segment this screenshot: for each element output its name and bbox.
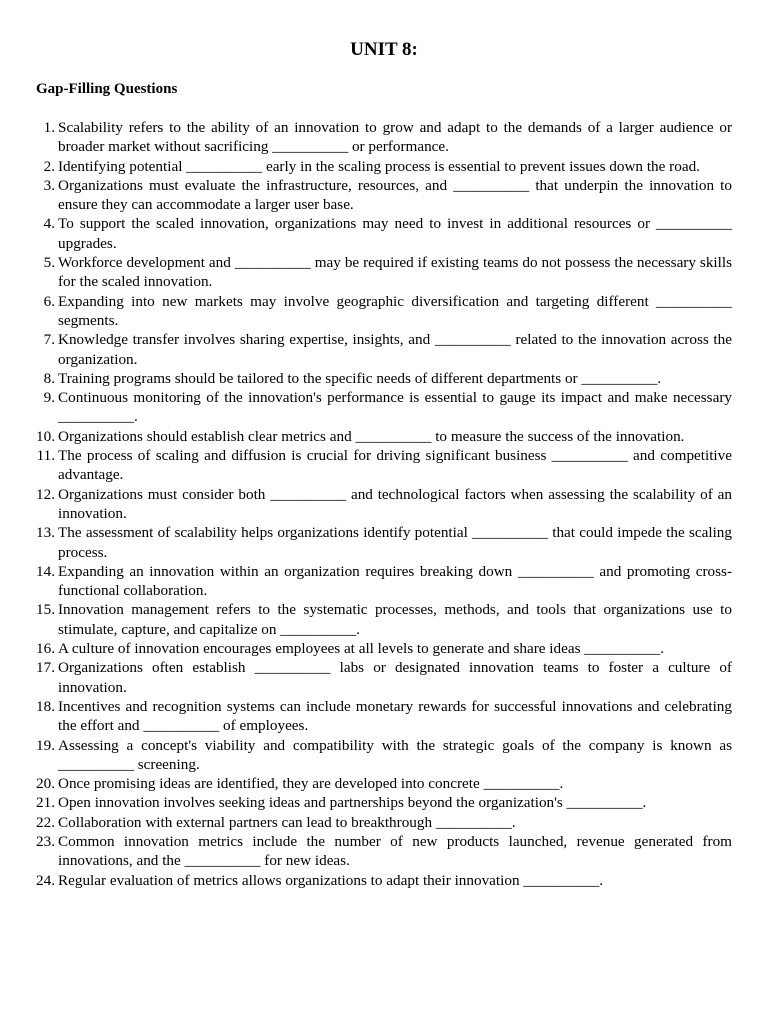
question-number: 22. xyxy=(36,813,55,831)
question-text: Knowledge transfer involves sharing expertise, insights, and __________ related to the innovation across the organization. xyxy=(58,331,732,368)
question-text: Scalability refers to the ability of an innovation to grow and adapt to the demands of a larger audience or broader market without sacrificing __________ or performance. xyxy=(58,119,732,156)
question-number: 24. xyxy=(36,871,55,889)
question-number: 1. xyxy=(43,119,55,136)
question-number: 3. xyxy=(43,176,55,194)
question-item xyxy=(36,523,732,562)
question-text: Common innovation metrics include the number of new products launched, revenue generated from innovations, and the __________ for new ideas. xyxy=(58,832,732,870)
question-number: 20. xyxy=(36,775,55,793)
question-item xyxy=(36,485,732,524)
question-text: Innovation management refers to the systematic processes, methods, and tools that organizations use to stimulate, capture, and capitalize on __________. xyxy=(58,601,732,638)
question-item xyxy=(36,292,732,331)
question-number: 4. xyxy=(43,215,55,233)
document-page xyxy=(36,38,732,890)
question-text: Regular evaluation of metrics allows organizations to adapt their innovation __________. xyxy=(58,871,604,889)
question-number: 13. xyxy=(36,524,55,542)
question-text: To support the scaled innovation, organizations may need to invest in additional resources or __________ upgrades. xyxy=(58,215,732,252)
question-item xyxy=(36,639,732,658)
question-text: Organizations must evaluate the infrastructure, resources, and __________ that underpin the innovation to ensure they can accommodate a larger user base. xyxy=(58,176,732,214)
question-item xyxy=(36,562,732,601)
question-number: 10. xyxy=(36,427,55,445)
question-text: A culture of innovation encourages employees at all levels to generate and share ideas __________. xyxy=(58,640,665,658)
question-item xyxy=(36,736,732,775)
question-item xyxy=(36,253,732,292)
question-item xyxy=(36,793,732,812)
question-list xyxy=(36,118,732,890)
question-number: 16. xyxy=(36,640,55,658)
question-text: Expanding an innovation within an organization requires breaking down __________ and promoting cross-functional collaboration. xyxy=(58,562,732,600)
question-text: Open innovation involves seeking ideas and partnerships beyond the organization's __________. xyxy=(58,794,647,812)
question-number: 14. xyxy=(36,562,55,580)
question-text: Expanding into new markets may involve geographic diversification and targeting different __________ segments. xyxy=(58,292,732,329)
question-item xyxy=(36,369,732,388)
question-item xyxy=(36,118,732,157)
question-number: 18. xyxy=(36,697,55,715)
question-item xyxy=(36,388,732,427)
question-text: The assessment of scalability helps organizations identify potential __________ that could impede the scaling process. xyxy=(58,524,732,561)
question-text: Assessing a concept's viability and compatibility with the strategic goals of the company is known as __________ screening. xyxy=(58,736,732,773)
question-item xyxy=(36,697,732,736)
question-text: Once promising ideas are identified, they are developed into concrete __________. xyxy=(58,775,564,793)
question-text: The process of scaling and diffusion is crucial for driving significant business __________ and competitive advantage. xyxy=(58,447,732,484)
question-text: Continuous monitoring of the innovation's performance is essential to gauge its impact and make necessary __________. xyxy=(58,389,732,426)
question-number: 5. xyxy=(43,254,55,272)
question-number: 6. xyxy=(43,292,55,310)
question-text: Incentives and recognition systems can include monetary rewards for successful innovations and celebrating the effort and __________ of employees. xyxy=(58,697,732,735)
question-number: 7. xyxy=(43,331,55,349)
question-item xyxy=(36,427,732,446)
question-text: Training programs should be tailored to the specific needs of different departments or __________. xyxy=(58,369,662,387)
question-number: 19. xyxy=(36,736,55,754)
question-number: 11. xyxy=(36,447,55,465)
question-number: 23. xyxy=(36,832,55,850)
question-text: Workforce development and __________ may be required if existing teams do not possess the necessary skills for the scaled innovation. xyxy=(58,254,732,291)
question-item xyxy=(36,330,732,369)
question-item xyxy=(36,600,732,639)
question-number: 9. xyxy=(43,389,55,407)
question-text: Identifying potential __________ early in the scaling process is essential to prevent issues down the road. xyxy=(58,157,700,175)
question-text: Organizations often establish __________ labs or designated innovation teams to foster a culture of innovation. xyxy=(58,659,732,696)
question-item xyxy=(36,813,732,832)
question-item xyxy=(36,214,732,253)
question-text: Organizations must consider both __________ and technological factors when assessing the scalability of an innovation. xyxy=(58,485,732,522)
section-heading: Gap-Filling Questions xyxy=(36,81,178,97)
question-item xyxy=(36,157,732,176)
question-text: Collaboration with external partners can lead to breakthrough __________. xyxy=(58,813,516,831)
question-item xyxy=(36,832,732,871)
question-text: Organizations should establish clear metrics and __________ to measure the success of the innovation. xyxy=(58,427,685,445)
question-number: 17. xyxy=(36,659,55,677)
question-number: 12. xyxy=(36,485,55,503)
question-item xyxy=(36,658,732,697)
question-number: 15. xyxy=(36,601,55,619)
unit-title: UNIT 8: xyxy=(350,39,418,60)
question-item xyxy=(36,446,732,485)
question-item xyxy=(36,774,732,793)
question-number: 8. xyxy=(43,369,55,387)
question-number: 2. xyxy=(43,157,55,175)
question-item xyxy=(36,871,732,890)
question-item xyxy=(36,176,732,215)
question-number: 21. xyxy=(36,794,55,812)
